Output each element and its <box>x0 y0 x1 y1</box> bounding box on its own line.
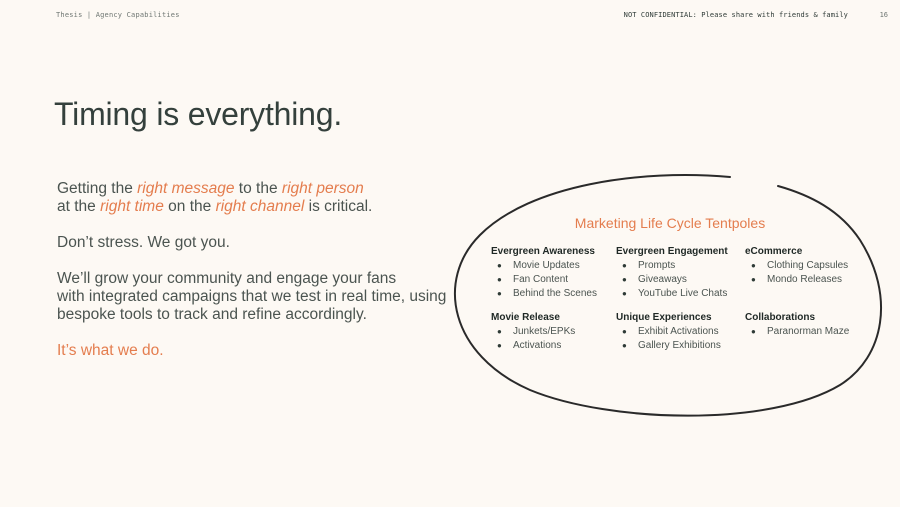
intro-copy <box>57 180 447 378</box>
highlight-right-time: right time <box>100 198 164 215</box>
list-item: ● Exhibit Activations <box>616 325 721 339</box>
list-item: ● Junkets/EPKs <box>491 325 575 339</box>
intro-text: to the <box>234 180 282 197</box>
header-confidentiality-note: NOT CONFIDENTIAL: Please share with friends & family <box>623 11 848 19</box>
category-movie-release <box>491 312 575 353</box>
list-item: ● Movie Updates <box>491 259 597 273</box>
intro-line: bespoke tools to track and refine accordingly. <box>57 306 367 323</box>
category-heading: eCommerce <box>745 246 803 257</box>
list-item: ● Clothing Capsules <box>745 259 848 273</box>
category-unique-experiences <box>616 312 721 353</box>
page-title: Timing is everything. <box>54 96 343 132</box>
intro-text: on the <box>163 198 216 215</box>
category-heading: Movie Release <box>491 312 560 323</box>
intro-text: is critical. <box>304 198 373 215</box>
intro-paragraph-2: Don’t stress. We got you. <box>57 234 230 251</box>
category-evergreen-awareness <box>491 246 597 301</box>
list-item: ● Behind the Scenes <box>491 287 597 301</box>
category-heading: Evergreen Engagement <box>616 246 728 257</box>
intro-text: at the <box>57 198 101 215</box>
intro-line: We’ll grow your community and engage your fans <box>57 270 397 287</box>
intro-paragraph-1 <box>57 180 447 216</box>
closing-tagline: It’s what we do. <box>57 342 164 359</box>
highlight-right-message: right message <box>137 180 235 197</box>
lifecycle-title: Marketing Life Cycle Tentpoles <box>574 215 766 231</box>
category-evergreen-engagement <box>616 246 728 301</box>
category-heading: Evergreen Awareness <box>491 246 595 257</box>
category-collaborations <box>745 312 849 339</box>
intro-text: Getting the <box>57 180 138 197</box>
list-item: ● Fan Content <box>491 273 597 287</box>
page-number: 16 <box>879 11 888 19</box>
list-item: ● Gallery Exhibitions <box>616 339 721 353</box>
category-heading: Unique Experiences <box>616 312 712 323</box>
list-item: ● Activations <box>491 339 575 353</box>
highlight-right-person: right person <box>281 180 364 197</box>
list-item: ● Prompts <box>616 259 728 273</box>
list-item: ● Mondo Releases <box>745 273 848 287</box>
category-heading: Collaborations <box>745 312 816 323</box>
highlight-right-channel: right channel <box>215 198 305 215</box>
list-item: ● Giveaways <box>616 273 728 287</box>
intro-paragraph-3 <box>57 270 447 324</box>
list-item: ● Paranorman Maze <box>745 325 849 339</box>
list-item: ● YouTube Live Chats <box>616 287 728 301</box>
category-ecommerce <box>745 246 848 287</box>
intro-line: with integrated campaigns that we test in real time, using <box>57 288 447 305</box>
header-left-label: Thesis | Agency Capabilities <box>56 11 180 19</box>
